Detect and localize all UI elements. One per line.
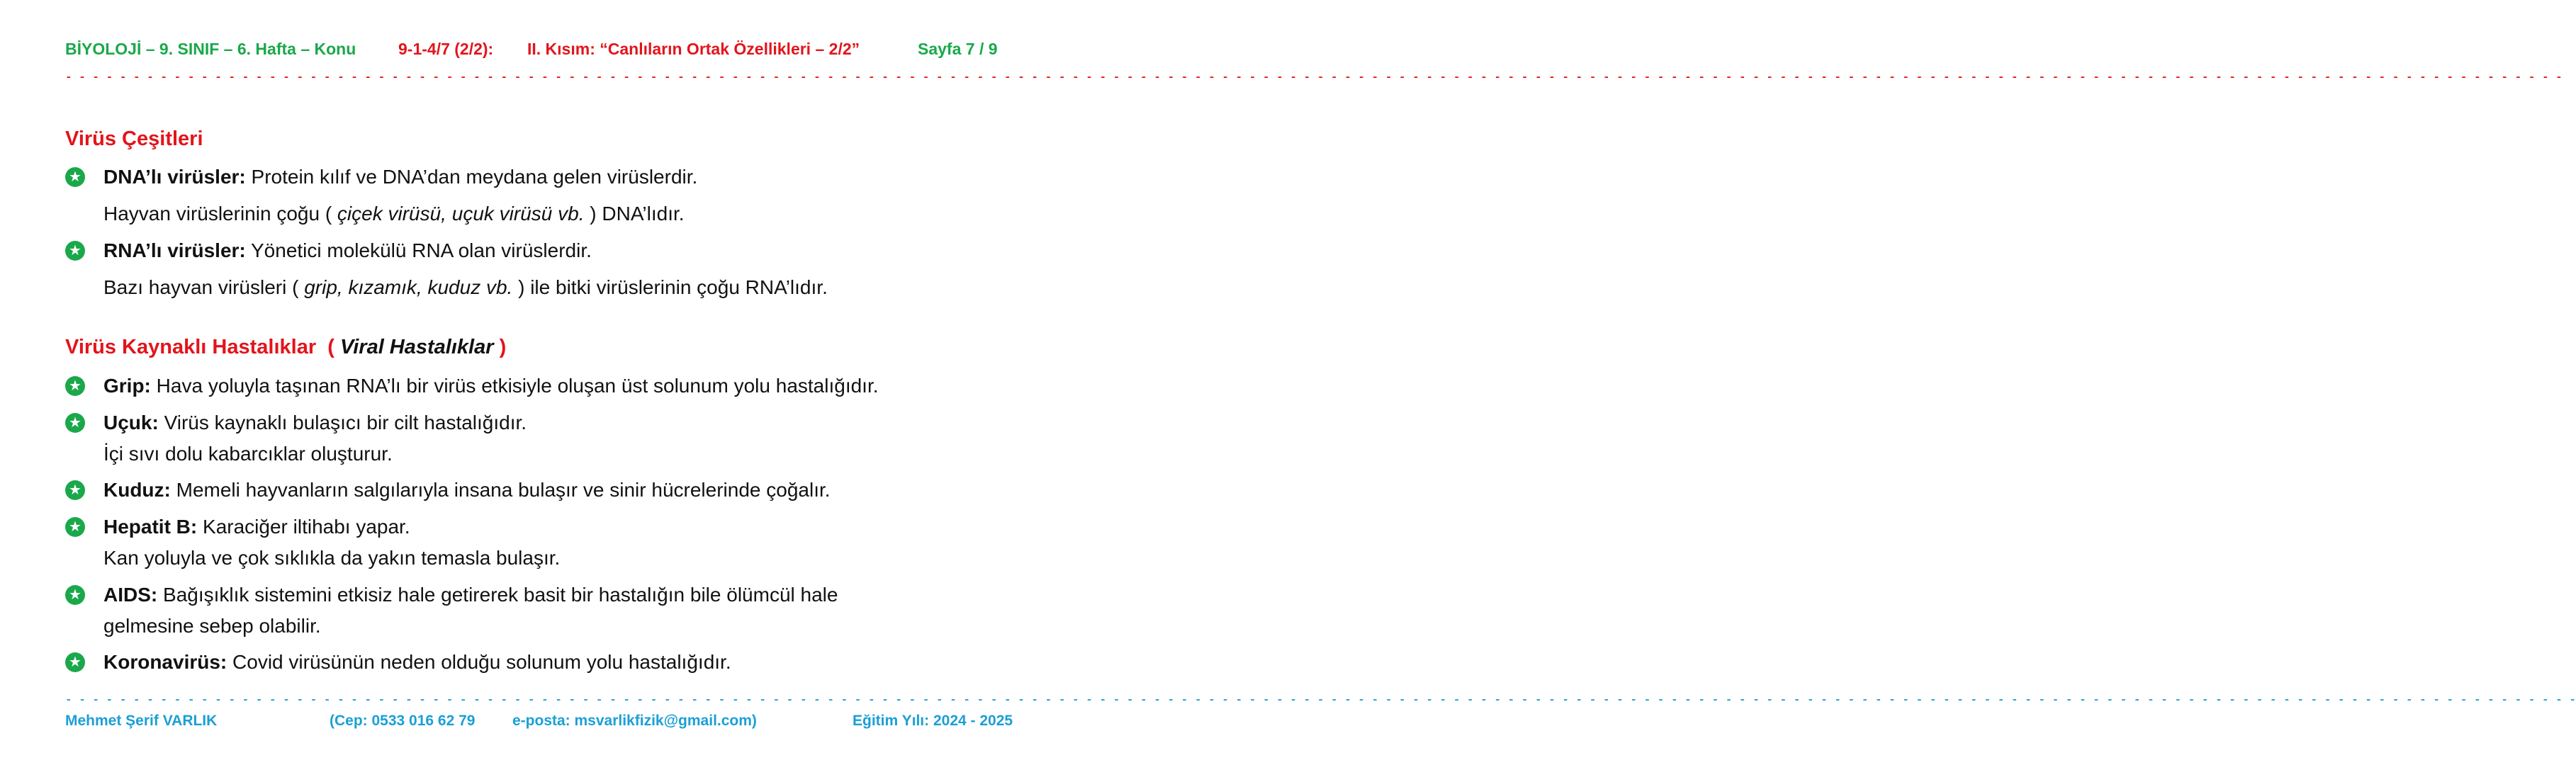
star-circle-icon: ★ (65, 241, 85, 261)
term: Koronavirüs: (103, 651, 227, 673)
detail-pre: Hayvan virüslerinin çoğu ( (103, 203, 337, 225)
header-subject: BİYOLOJİ – 9. SINIF – 6. Hafta – Konu (65, 40, 356, 58)
page-header (65, 40, 1029, 65)
term: DNA’lı virüsler: (103, 166, 246, 188)
header-divider: - - - - - - - - - - - - - - - - - - - - - - - - - - - - - - - - - - - - - - - - - - - - - - - - - - - - - - - - - - - - - - - - - - - - - - - - - - - - - - - - - - - - - - - - - - - - - - - - - - - - - - - - - - - - - - - - - - - - - - - - - - - - - - - - - - - - - - - - - - - - - - - - - - - - - - - - - - - - - - - - - - - - - - - - - - - - - - - - - - - - - - - - (65, 71, 2563, 84)
paren-close: ) (493, 336, 507, 358)
list-item-aids (65, 579, 1036, 642)
detail-examples: çiçek virüsü, uçuk virüsü vb. (337, 203, 585, 225)
detail-post: ) ile bitki virüslerinin çoğu RNA’lıdır. (512, 276, 828, 298)
star-circle-icon: ★ (65, 480, 85, 500)
definition-line2: Kan yoluyla ve çok sıklıkla da yakın temasla bulaşır. (103, 547, 561, 569)
detail-post: ) DNA’lıdır. (584, 203, 685, 225)
definition: Virüs kaynaklı bulaşıcı bir cilt hastalığıdır. (158, 412, 527, 434)
star-circle-icon: ★ (65, 376, 85, 396)
list-item-ucuk (65, 407, 1036, 470)
definition: Hava yoluyla taşınan RNA’lı bir virüs etkisiyle oluşan üst solunum yolu hastalığıdır. (150, 375, 879, 397)
footer-phone: (Cep: 0533 016 62 79 (330, 713, 476, 729)
paren-open: ( (327, 336, 340, 358)
term: Grip: (103, 375, 151, 397)
section-title-virus-types: Virüs Çeşitleri (65, 128, 203, 150)
term: RNA’lı virüsler: (103, 239, 246, 261)
footer-divider: - - - - - - - - - - - - - - - - - - - - - - - - - - - - - - - - - - - - - - - - - - - - - - - - - - - - - - - - - - - - - - - - - - - - - - - - - - - - - - - - - - - - - - - - - - - - - - - - - - - - - - - - - - - - - - - - - - - - - - - - - - - - - - - - - - - - - - - - - - - - - - - - - - - - - - - - - - - - - - - - - - - - - - - - - - - - - - - - - - - - - - - - - (65, 693, 2576, 706)
term: Hepatit B: (103, 516, 198, 538)
definition: Karaciğer iltihabı yapar. (197, 516, 410, 538)
definition: Bağışıklık sistemini etkisiz hale getirerek basit bir hastalığın bile ölümcül hale (157, 584, 838, 606)
detail-examples: grip, kızamık, kuduz vb. (304, 276, 513, 298)
definition: Yönetici molekülü RNA olan virüslerdir. (245, 239, 592, 261)
footer-author: Mehmet Şerif VARLIK (65, 713, 218, 729)
definition-line2: gelmesine sebep olabilir. (103, 615, 321, 637)
star-circle-icon: ★ (65, 167, 85, 187)
list-item-rna-viruses (65, 235, 1036, 303)
list-item-kuduz (65, 475, 1036, 506)
footer-email: e-posta: msvarlikfizik@gmail.com) (512, 713, 757, 729)
star-circle-icon: ★ (65, 517, 85, 537)
term: Uçuk: (103, 412, 159, 434)
definition: Protein kılıf ve DNA’dan meydana gelen virüslerdir. (245, 166, 698, 188)
definition-line2: İçi sıvı dolu kabarcıklar oluşturur. (103, 443, 393, 465)
list-item-grip (65, 370, 1036, 402)
section-title-text: Virüs Kaynaklı Hastalıklar (65, 336, 317, 358)
header-code: 9-1-4/7 (2/2): (398, 40, 494, 58)
list-item-dna-viruses (65, 162, 1036, 230)
definition: Memeli hayvanların salgılarıyla insana bulaşır ve sinir hücrelerinde çoğalır. (170, 479, 831, 501)
section-title-viral-diseases (65, 336, 506, 359)
term: AIDS: (103, 584, 158, 606)
star-circle-icon: ★ (65, 652, 85, 672)
header-topic: II. Kısım: “Canlıların Ortak Özellikleri – 2/2” (527, 40, 860, 58)
star-circle-icon: ★ (65, 585, 85, 605)
section-subtitle: Viral Hastalıklar (339, 336, 494, 358)
footer-year: Eğitim Yılı: 2024 - 2025 (853, 713, 1013, 729)
detail-pre: Bazı hayvan virüsleri ( (103, 276, 305, 298)
definition: Covid virüsünün neden olduğu solunum yolu hastalığıdır. (227, 651, 731, 673)
star-circle-icon: ★ (65, 413, 85, 433)
term: Kuduz: (103, 479, 171, 501)
list-item-hepatit-b (65, 511, 1036, 574)
page-footer (65, 713, 1029, 735)
list-item-koronavirus (65, 647, 1036, 678)
header-page-number: Sayfa 7 / 9 (918, 40, 998, 58)
